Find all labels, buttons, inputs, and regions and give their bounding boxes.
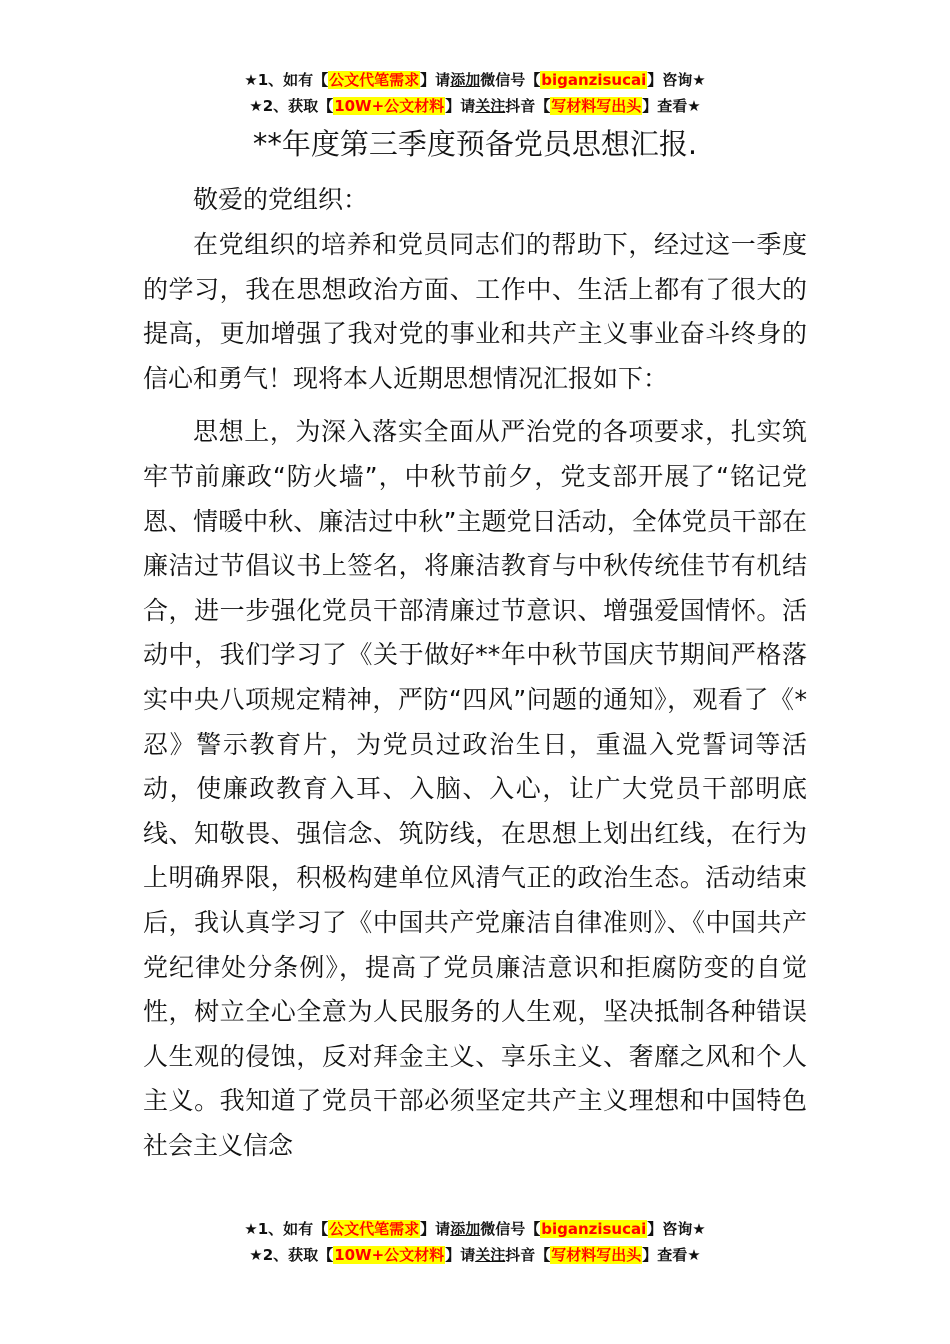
banner-line-1 xyxy=(0,1216,950,1242)
banner-text: 微信号【 xyxy=(480,1220,541,1238)
banner-underlined: 添加 xyxy=(450,1220,481,1238)
document-title: **年度第三季度预备党员思想汇报. xyxy=(252,127,698,161)
banner-text: ★1、如有【 xyxy=(244,1220,329,1238)
banner-line-1 xyxy=(0,67,950,93)
banner-highlight: 10W+公文材料 xyxy=(334,1246,445,1264)
banner-text: 】请 xyxy=(420,1220,451,1238)
banner-text: 】请 xyxy=(420,71,451,89)
footer-banner xyxy=(0,1216,950,1268)
banner-text: 】咨询★ xyxy=(647,1220,706,1238)
banner-text: 】咨询★ xyxy=(647,71,706,89)
banner-highlight: 公文代笔需求 xyxy=(329,1220,420,1238)
banner-highlight: 公文代笔需求 xyxy=(329,71,420,89)
banner-text: 】查看★ xyxy=(642,97,701,115)
banner-text: ★1、如有【 xyxy=(244,71,329,89)
banner-text: 抖音【 xyxy=(505,1246,551,1264)
banner-text: 】请 xyxy=(445,1246,476,1264)
banner-text: ★2、获取【 xyxy=(249,1246,334,1264)
banner-highlight: 写材料写出头 xyxy=(551,97,642,115)
banner-text: ★2、获取【 xyxy=(249,97,334,115)
banner-highlight: biganzisucai xyxy=(541,71,647,89)
header-banner xyxy=(0,67,950,119)
paragraph: 思想上，为深入落实全面从严治党的各项要求，扎实筑牢节前廉政“防火墙”，中秋节前夕，党支部开展了“铭记党恩、情暖中秋、廉洁过中秋”主题党日活动，全体党员干部在廉洁过节倡议书上签名，将廉洁教育与中秋传统佳节有机结合，进一步强化党员干部清廉过节意识、增强爱国情怀。活动中，我们学习了《关于做好**年中秋节国庆节期间严格落实中央八项规定精神，严防“四风”问题的通知》，观看了《*忍》警示教育片，为党员过政治生日，重温入党誓词等活动，使廉政教育入耳、入脑、入心，让广大党员干部明底线、知敬畏、强信念、筑防线，在思想上划出红线，在行为上明确界限，积极构建单位风清气正的政治生态。活动结束后，我认真学习了《中国共产党廉洁自律准则》、《中国共产党纪律处分条例》，提高了党员廉洁意识和拒腐防变的自觉性，树立全心全意为人民服务的人生观，坚决抵制各种错误人生观的侵蚀，反对拜金主义、享乐主义、奢靡之风和个人主义。我知道了党员干部必须坚定共产主义理想和中国特色社会主义信念 xyxy=(143,417,807,1160)
paragraph: 在党组织的培养和党员同志们的帮助下，经过这一季度的学习，我在思想政治方面、工作中、生活上都有了很大的提高，更加增强了我对党的事业和共产主义事业奋斗终身的信心和勇气！现将本人近期思想情况汇报如下： xyxy=(143,230,807,393)
banner-underlined: 添加 xyxy=(450,71,481,89)
banner-highlight: biganzisucai xyxy=(541,1220,647,1238)
banner-line-2 xyxy=(0,1242,950,1268)
banner-underlined: 关注 xyxy=(475,1246,506,1264)
banner-text: 微信号【 xyxy=(480,71,541,89)
salutation: 敬爱的党组织： xyxy=(193,185,369,214)
banner-text: 】查看★ xyxy=(642,1246,701,1264)
banner-underlined: 关注 xyxy=(475,97,506,115)
banner-highlight: 写材料写出头 xyxy=(551,1246,642,1264)
banner-text: 抖音【 xyxy=(505,97,551,115)
banner-text: 】请 xyxy=(445,97,476,115)
banner-line-2 xyxy=(0,93,950,119)
document-body xyxy=(143,178,807,1169)
banner-highlight: 10W+公文材料 xyxy=(334,97,445,115)
